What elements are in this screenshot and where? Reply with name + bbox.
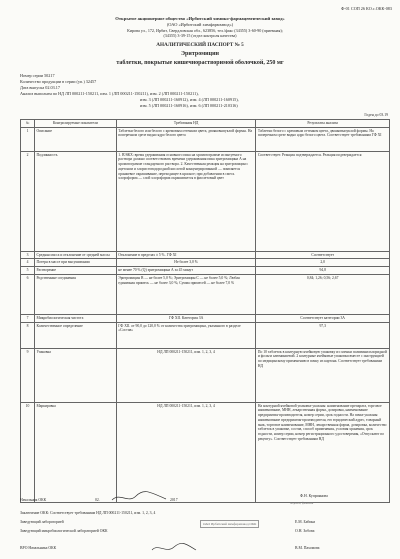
meta-quantity: Количество продукции в серии (уп.) 32457: [20, 79, 97, 84]
row-result: По 10 таблеток в контурную ячейковую упаковку из пленки поливинилхлоридной и фольги алюминиевой. 2 контурные ячейковые упаковки вместе с инструкцией по медицинскому применению в пачку из картона. Соответствует требованиям НД: [256, 348, 390, 402]
signature-date-right: 2017: [170, 498, 178, 502]
row-parameter: Микробиологическая чистота: [34, 314, 116, 322]
table-row: [21, 274, 390, 314]
conclusion: Заключение ОКК: Соответствует требованиям НД ЛП 000211-150211, изм. 1, 2, 3, 4: [20, 511, 156, 515]
header-number: №: [21, 120, 35, 128]
table-row: [21, 322, 390, 348]
row-requirement: 1. ВЭЖХ: время удерживания основного пика на хроматограмме испытуемого раствора должно соответствовать времени удерживания пика эритромицина А на хроматограмме стандартного раствора. 2. Качественная реакция на эритромицин с ацетоном и хлористоводородной кислотой концентрированной — появляется оранжевое окрашивание, переходящее в красное; при добавлении в смесь хлороформа — слой хлороформа окрашивается в фиолетовый цвет: [116, 151, 256, 251]
signature-name-3: О.Н. Зобова: [295, 529, 315, 533]
row-requirement: Эритромицин В — не более 5,0 %; Эритромицин С — не более 5,0 %; Любая единичная примесь — не более 3,0 %; Сумма примесей — не более 7,0 %: [116, 274, 256, 314]
doc-code: Ф-01 СОП 26 КО.с.ОКК-083: [340, 6, 392, 11]
table-row: [21, 267, 390, 275]
row-requirement: Таблетки белого или белого с кремовым оттенком цвета, двояковыпуклой формы. На поперечном срезе видно ядро белого цвета: [116, 127, 256, 151]
product-form: таблетки, покрытые кишечнорастворимой оболочкой, 250 мг: [116, 60, 284, 66]
row-result: Таблетки белого с кремовым оттенком цвета, двояковыпуклой формы. На поперечном срезе видно ядро белого цвета. Соответствует требованиям ГФ XI: [256, 127, 390, 151]
stamp: ОАО Ирбитский химфармзавод ОКК: [200, 520, 259, 528]
table-row: [21, 151, 390, 251]
signature-date-left: 02.: [95, 498, 100, 502]
table-row: [21, 314, 390, 322]
row-result: 94,8: [256, 267, 390, 275]
row-parameter: Родственные соединения: [34, 274, 116, 314]
table-header-row: [21, 120, 390, 128]
row-parameter: Потеря в массе при высушивании: [34, 259, 116, 267]
row-requirement: НД ЛП 000211-150211, изм. 1, 2, 3, 4: [116, 348, 256, 402]
row-requirement: не менее 70 % (Q) эритромицина А за 45 минут: [116, 267, 256, 275]
row-number: 1: [21, 127, 35, 151]
row-result: 0,84; 1,26; 0,56; 2,67: [256, 274, 390, 314]
row-number: 2: [21, 151, 35, 251]
header-parameter: Контролируемые показатели: [34, 120, 116, 128]
row-number: 6: [21, 274, 35, 314]
row-number: 8: [21, 322, 35, 348]
table-row: [21, 251, 390, 259]
row-requirement: Не более 3,0 %: [116, 259, 256, 267]
row-number: 9: [21, 348, 35, 402]
row-requirement: НД ЛП 000211-150211, изм. 1, 2, 3, 4: [116, 402, 256, 502]
company-name: Открытое акционерное общество «Ирбитский химико-фармацевтический завод»: [115, 16, 285, 21]
row-parameter: Упаковка: [34, 348, 116, 402]
row-number: 3: [21, 251, 35, 259]
passport-title: АНАЛИТИЧЕСКИЙ ПАСПОРТ № 5: [156, 42, 244, 48]
table-row: [21, 402, 390, 502]
meta-batch: Номер серии 50217: [20, 73, 55, 78]
signature-scribble-1: [110, 490, 170, 504]
row-parameter: Средняя масса и отклонение от средней массы: [34, 251, 116, 259]
header-requirements: Требования НД: [116, 120, 256, 128]
row-parameter: Количественное определение: [34, 322, 116, 348]
row-parameter: Подлинность: [34, 151, 116, 251]
row-parameter: Растворение: [34, 267, 116, 275]
product-name: Эритромицин: [180, 51, 220, 57]
analysis-table: [20, 119, 390, 503]
company-phone: (34355) 3-39-15 (отдел контроля качества): [163, 33, 237, 38]
table-row: [21, 127, 390, 151]
meta-nd: Анализ выполнен по НД ЛП 000211-150211, изм. 1 (ЛП 000211-150211), изм. 2 (ЛП 000211-150211),: [20, 91, 199, 96]
signature-name-4: В.М. Пахомова: [295, 546, 320, 550]
company-address: Кирова ул., 172, Ирбит, Свердловская обл., 623856, тел./факс (34355) 3-60-90 (приемная);: [127, 28, 283, 33]
signature-role-4: ВРО Начальника ОКК: [20, 546, 57, 550]
signature-role-2: Заведующий лабораторией: [20, 520, 64, 524]
row-result: 2,0: [256, 259, 390, 267]
row-parameter: Описание: [34, 127, 116, 151]
row-result: 97,3: [256, 322, 390, 348]
row-number: 10: [21, 402, 35, 502]
signature-role-1: Начальник ОКК: [20, 498, 47, 502]
shelf-life: Годен до 03.19: [364, 113, 388, 117]
row-requirement: ГФ XII. Категория 3А: [116, 314, 256, 322]
signature-name-2: Е.М. Бабина: [295, 520, 316, 524]
header-results: Результаты анализа: [256, 120, 390, 128]
signature-scribble-2: [150, 542, 200, 554]
row-result: Соответствует категории 3А: [256, 314, 390, 322]
signature-caption-1: подпись, фамилия: [290, 501, 314, 505]
row-requirement: Отклонение в пределах ± 5 %. ГФ XI: [116, 251, 256, 259]
meta-date: Дата выпуска 02.03.17: [20, 85, 60, 90]
row-number: 7: [21, 314, 35, 322]
signature-role-3: Заведующий микробиологической лабораторией ОКК: [20, 529, 108, 533]
table-row: [21, 348, 390, 402]
signature-name-1: Ф.Н. Куприянова: [300, 494, 328, 498]
row-number: 5: [21, 267, 35, 275]
row-requirement: ГФ XII. от 90,0 до 120,0 % от количества эритромицина, указанного в разделе «Состав»: [116, 322, 256, 348]
row-result: На контурной ячейковой упаковке указаны: наименование препарата, торговое наименование, МНН, лекарственная форма, дозировка, наименование предприятия-производителя, номер серии, срок годности. На пачке указаны: наименование предприятия-производителя, его юридический адрес, товарный знак, торговое наименование, МНН, лекарственная форма, дозировка, количество таблеток в упаковке, состав, способ применения, условия хранения, срок годности, номер серии, номер регистрационного удостоверения, «Отпускают по рецепту». Соответствует требованиям НД: [256, 402, 390, 502]
row-result: Соответствует: [256, 251, 390, 259]
row-parameter: Маркировка: [34, 402, 116, 502]
meta-nd-2: изм. 3 (ЛП 000211-160912), изм. 4 (ЛП 000211-160915),: [140, 97, 239, 102]
row-number: 4: [21, 259, 35, 267]
meta-nd-3: изм. 5 (ЛП 000211-160916), изм. 6 (ЛП 000211-210316): [140, 103, 238, 108]
company-short: (ОАО «Ирбитский химфармзавод»): [166, 22, 234, 27]
table-row: [21, 259, 390, 267]
row-result: Соответствует. Реакция подтверждается. Реакция подтверждается: [256, 151, 390, 251]
